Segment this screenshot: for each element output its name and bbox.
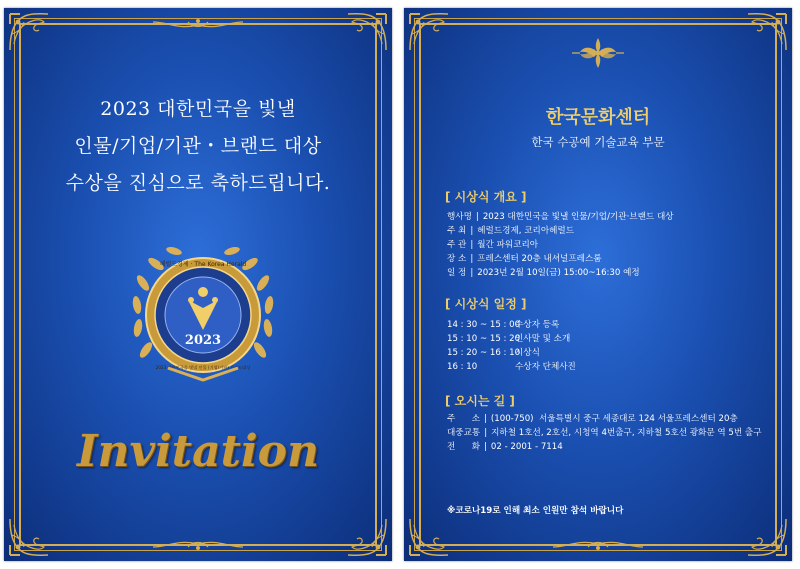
invitation-script-title: Invitation — [76, 426, 320, 477]
covid-notice: ※코로나19로 인해 최소 인원만 참석 바랍니다 — [447, 506, 624, 516]
corner-ornament-icon — [6, 10, 50, 54]
invitation-cover-panel — [4, 8, 392, 561]
schedule-heading: [ 시상식 일정 ] — [445, 297, 527, 311]
overview-row: 장 소 | 프레스센터 20층 내셔널프레스룸 — [447, 254, 602, 264]
edge-ornament-icon — [553, 537, 643, 551]
overview-row: 주 최 | 헤럴드경제, 코리아헤럴드 — [447, 226, 575, 236]
directions-row: 주 소 | (100-750) 서울특별시 중구 세종대로 124 서울프레스센터 20층 — [447, 414, 738, 424]
overview-row: 행사명 | 2023 대한민국을 빛낼 인물/기업/기관·브랜드 대상 — [447, 212, 674, 222]
directions-heading: [ 오시는 길 ] — [445, 394, 515, 408]
corner-ornament-icon — [406, 10, 450, 54]
corner-ornament-icon — [746, 515, 790, 559]
edge-ornament-icon — [153, 537, 243, 551]
schedule-row: 15 : 10 ~ 15 : 20인사말 및 소개 — [447, 334, 571, 344]
corner-ornament-icon — [406, 515, 450, 559]
overview-row: 일 정 | 2023년 2월 10일(금) 15:00~16:30 예정 — [447, 268, 640, 278]
inner-frame — [419, 23, 777, 546]
medal-ring-bottom: 2023 대한민국을 빛낼 인물 (기업/기관) 브랜드대상 — [155, 365, 251, 370]
corner-ornament-icon — [746, 10, 790, 54]
edge-ornament-icon — [153, 18, 243, 32]
schedule-row: 16 : 10 수상자 단체사진 — [447, 362, 576, 372]
overview-heading: [ 시상식 개요 ] — [445, 190, 527, 204]
corner-ornament-icon — [346, 515, 390, 559]
overview-row: 주 관 | 월간 파워코리아 — [447, 240, 539, 250]
schedule-row: 14 : 30 ~ 15 : 00수상자 등록 — [447, 320, 560, 330]
corner-ornament-icon — [346, 10, 390, 54]
headline-line-1: 2023 대한민국을 빛낼 — [100, 98, 296, 120]
headline-line-3: 수상을 진심으로 축하드립니다. — [65, 172, 331, 194]
invitation-details-panel — [404, 8, 792, 561]
headline-line-2: 인물/기업/기관・브랜드 대상 — [74, 135, 322, 157]
fleur-crest-icon — [570, 36, 626, 70]
medal-year: 2023 — [184, 333, 222, 348]
medal-ring-top: 헤럴드경제 · The Korea Herald — [159, 261, 247, 268]
award-category: 한국 수공예 기술교육 부문 — [531, 135, 665, 149]
organization-title: 한국문화센터 — [545, 107, 651, 128]
directions-row: 전 화 | 02 - 2001 - 7114 — [447, 442, 563, 452]
award-medal-emblem — [128, 240, 278, 390]
directions-row: 대중교통 | 지하철 1호선, 2호선, 시청역 4번출구, 지하철 5호선 광화문 역 5번 출구 — [447, 428, 762, 438]
corner-ornament-icon — [6, 515, 50, 559]
schedule-row: 15 : 20 ~ 16 : 10시상식 — [447, 348, 540, 358]
